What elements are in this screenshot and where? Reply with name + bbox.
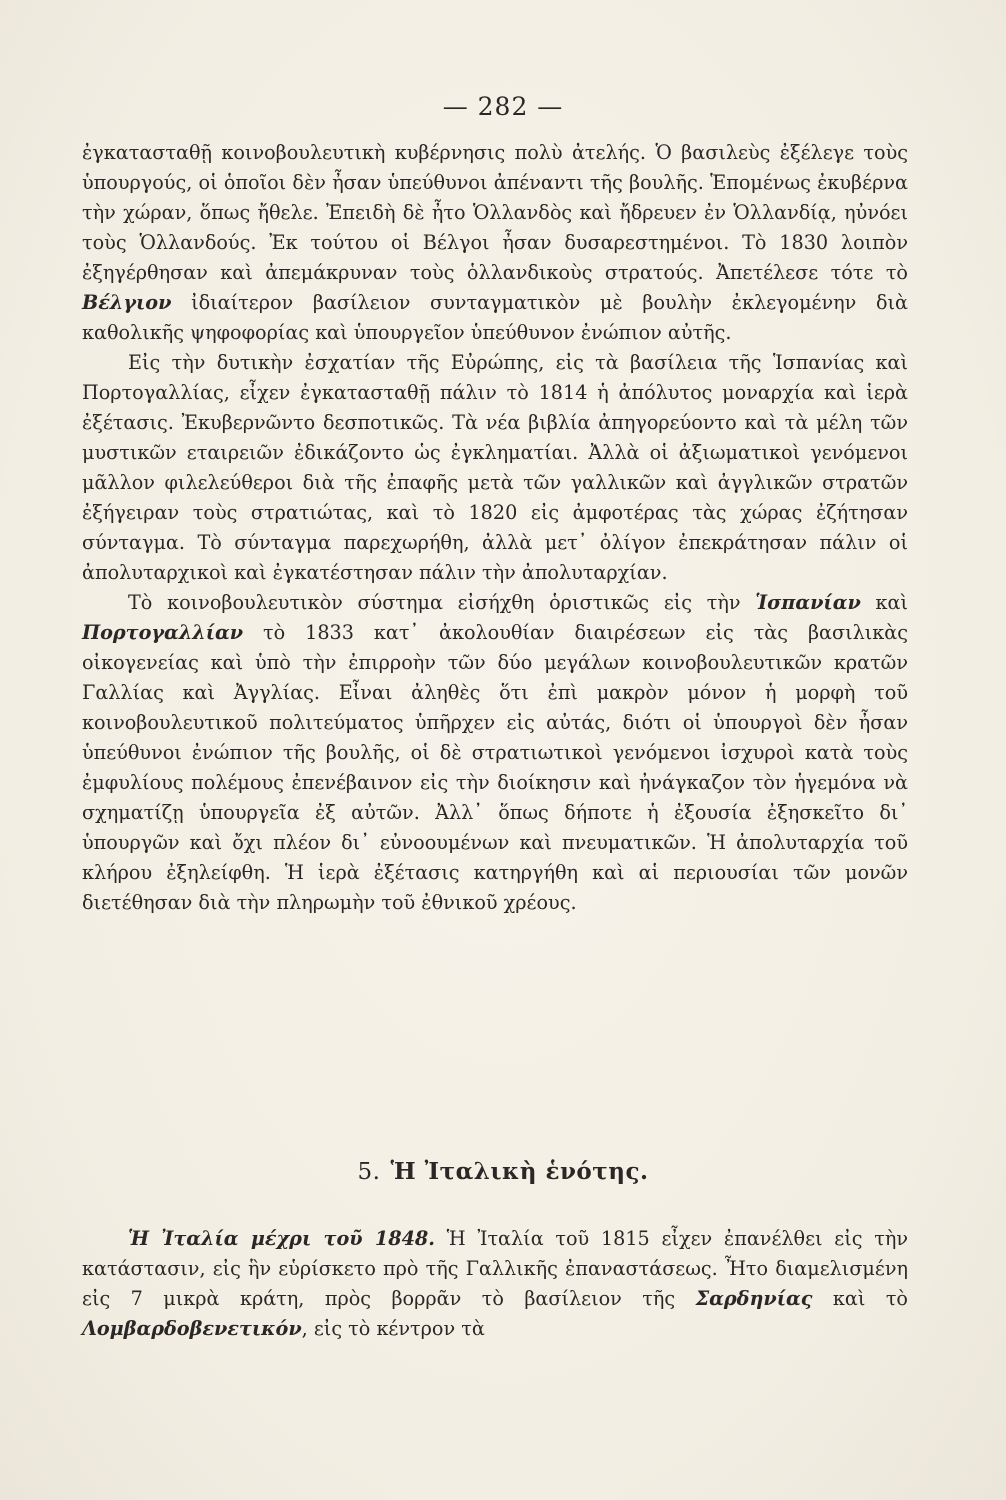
emphasis-belgium: Βέλγιον: [82, 291, 172, 314]
emphasis-sardinia: Σαρδηνίας: [695, 1287, 813, 1310]
section-title: Ἡ Ἰταλικὴ ἑνότης.: [390, 1158, 649, 1185]
emphasis-spain: Ἱσπανίαν: [755, 591, 861, 614]
text-segment: καὶ: [860, 591, 908, 614]
text-segment: , εἰς τὸ κέντρον τὰ: [301, 1317, 485, 1340]
text-segment: Ἡ Ἰταλία τοῦ 1815 εἶχεν ἐπανέλθει εἰς τὴν κατάστασιν, εἰς ἣν εὑρίσκετο πρὸ τῆς Γαλλικῆς ἐπαναστάσεως. Ἦτο διαμελισμένη εἰς 7 μικρὰ κράτη, πρὸς βορρᾶν τὸ βασίλειον τῆς: [82, 1227, 908, 1310]
paragraph-3: [82, 588, 908, 918]
body-text-top: [82, 138, 908, 918]
emphasis-italy-1848: Ἡ Ἰταλία μέχρι τοῦ 1848.: [128, 1227, 435, 1250]
paragraph-2: [82, 348, 908, 588]
paragraph-1: [82, 138, 908, 348]
emphasis-lombardy-venetia: Λομβαρδοβενετικόν: [82, 1317, 302, 1340]
text-segment: ἰδιαίτερον βασίλειον συνταγματικὸν μὲ βουλὴν ἐκλεγομένην διὰ καθολικῆς ψηφοφορίας καὶ ὑπουργεῖον ὑπεύθυνον ἐνώπιον αὐτῆς.: [82, 291, 908, 344]
emphasis-portugal: Πορτογαλλίαν: [82, 621, 244, 644]
body-text-bottom: [82, 1224, 908, 1344]
page-number: — 282 —: [442, 92, 564, 121]
text-segment: καὶ τὸ: [812, 1287, 908, 1310]
section-heading: [0, 1158, 1006, 1185]
paragraph-4: [82, 1224, 908, 1344]
text-segment: τὸ 1833 κατ᾿ ἀκολουθίαν διαιρέσεων εἰς τὰς βασιλικὰς οἰκογενείας καὶ ὑπὸ τὴν ἐπιρροὴν τῶν δύο μεγάλων κοινοβουλευτικῶν κρατῶν Γαλλίας καὶ Ἀγγλίας. Εἶναι ἀληθὲς ὅτι ἐπὶ μακρὸν μόνον ἡ μορφὴ τοῦ κοινοβουλευτικοῦ πολιτεύματος ὑπῆρχεν εἰς αὐτάς, διότι οἱ ὑπουργοὶ δὲν ἦσαν ὑπεύθυνοι ἐνώπιον τῆς βουλῆς, οἱ δὲ στρατιωτικοὶ γενόμενοι ἰσχυροὶ κατὰ τοὺς ἐμφυλίους πολέμους ἐπενέβαινον εἰς τὴν διοίκησιν καὶ ἠνάγκαζον τὸν ἡγεμόνα νὰ σχηματίζῃ ὑπουργεῖα ἐξ αὐτῶν. Ἀλλ᾿ ὅπως δήποτε ἡ ἐξουσία ἐξησκεῖτο δι᾿ ὑπουργῶν καὶ ὄχι πλέον δι᾿ εὐνοουμένων καὶ πνευματικῶν. Ἡ ἀπολυταρχία τοῦ κλήρου ἐξηλείφθη. Ἡ ἱερὰ ἐξέτασις κατηργήθη καὶ αἱ περιουσίαι τῶν μονῶν διετέθησαν διὰ τὴν πληρωμὴν τοῦ ἐθνικοῦ χρέους.: [82, 621, 908, 914]
section-number: 5.: [357, 1159, 381, 1185]
text-segment: Εἰς τὴν δυτικὴν ἐσχατίαν τῆς Εὐρώπης, εἰς τὰ βασίλεια τῆς Ἱσπανίας καὶ Πορτογαλλίας, εἶχεν ἐγκατασταθῇ πάλιν τὸ 1814 ἡ ἀπόλυτος μοναρχία καὶ ἱερὰ ἐξέτασις. Ἐκυβερνῶντο δεσποτικῶς. Τὰ νέα βιβλία ἀπηγορεύοντο καὶ τὰ μέλη τῶν μυστικῶν εταιρειῶν ἐδικάζοντο ὡς ἐγκληματίαι. Ἀλλὰ οἱ ἀξιωματικοὶ γενόμενοι μᾶλλον φιλελεύθεροι διὰ τῆς ἐπαφῆς μετὰ τῶν γαλλικῶν καὶ ἀγγλικῶν στρατῶν ἐξήγειραν τοὺς στρατιώτας, καὶ τὸ 1820 εἰς ἀμφοτέρας τὰς χώρας ἐζήτησαν σύνταγμα. Τὸ σύνταγμα παρεχωρήθη, ἀλλὰ μετ᾿ ὀλίγον ἐπεκράτησαν πάλιν οἱ ἀπολυταρχικοὶ καὶ ἐγκατέστησαν πάλιν τὴν ἀπολυταρχίαν.: [82, 351, 908, 584]
text-segment: ἐγκατασταθῇ κοινοβουλευτικὴ κυβέρνησις πολὺ ἀτελής. Ὁ βασιλεὺς ἐξέλεγε τοὺς ὑπουργούς, οἱ ὁποῖοι δὲν ἦσαν ὑπεύθυνοι ἀπέναντι τῆς βουλῆς. Ἑπομένως ἐκυβέρνα τὴν χώραν, ὅπως ἤθελε. Ἐπειδὴ δὲ ἦτο Ὁλλανδὸς καὶ ἤδρευεν ἐν Ὁλλανδίᾳ, ηὐνόει τοὺς Ὁλλανδούς. Ἐκ τούτου οἱ Βέλγοι ἦσαν δυσαρεστημένοι. Τὸ 1830 λοιπὸν ἐξηγέρθησαν καὶ ἀπεμάκρυναν τοὺς ὁλλανδικοὺς στρατούς. Ἀπετέλεσε τότε τὸ: [82, 141, 908, 284]
text-segment: Τὸ κοινοβουλευτικὸν σύστημα εἰσήχθη ὁριστικῶς εἰς τὴν: [128, 591, 756, 614]
